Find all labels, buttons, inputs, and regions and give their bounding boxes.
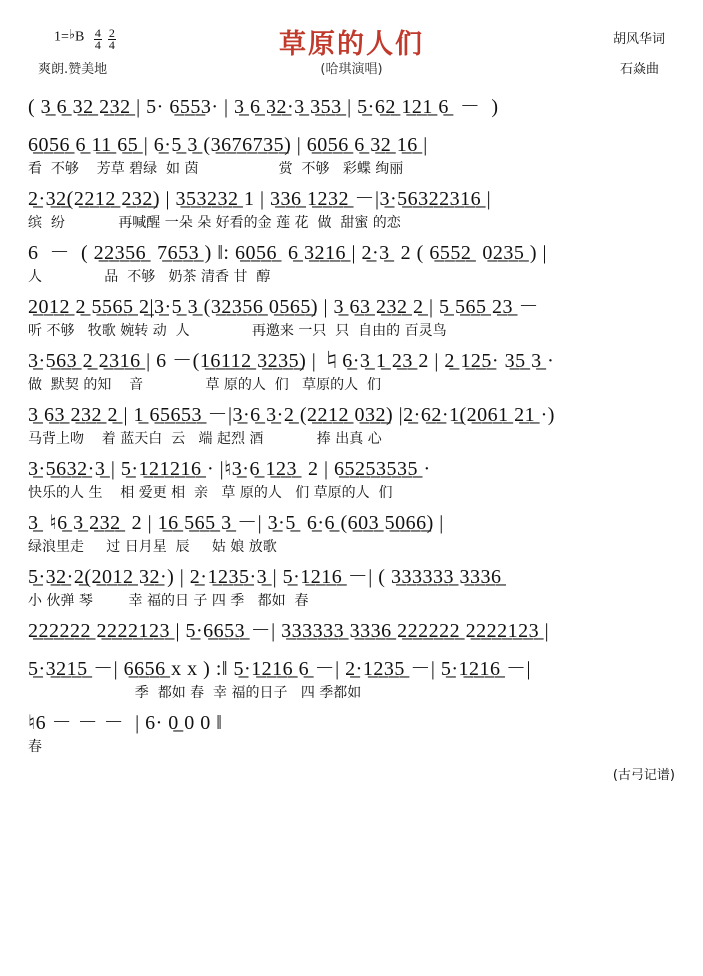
notation-line: 3̲ ♮6̲ 3̲ 2̲3̲2̲ 2 | 1̲6̲ 5̲6̲5̲ 3̲ －| 3̲·5̲ 6̲·6̲ (6̲0̲3̲ 5̲0̲6̲6̲) | — [28, 512, 444, 534]
notation-line: 2̲·3̲2̲(2̲2̲1̲2̲ 2̲3̲2̲) | 3̲5̲3̲2̲3̲2̲ 1 | 3̲3̲6̲ 1̲2̲3̲2̲ －|3̲·5̲6̲3̲2̲2̲3̲1̲6̲ | — [28, 188, 492, 210]
staff-system — [28, 400, 675, 450]
notation-line: ( 3̲ 6̲ 3̲2̲ 2̲3̲2̲ | 5· 6̲5̲5̲3· | 3̲ 6̲ 3̲2̲·3̲ 3̲5̲3̲ | 5̲·6̲2̲ 1̲2̲1̲ 6̲ － ) — [28, 96, 499, 118]
key-name: B — [75, 29, 85, 45]
staff-system — [28, 616, 675, 650]
notation-line: 3̲·5̲6̲3̲2̲·3̲ | 5̲·1̲2̲1̲2̲1̲6̲ · |♮3̲·6̲ 1̲2̲3̲ 2 | 6̲5̲2̲5̲3̲5̲3̲5̲ · — [28, 458, 431, 480]
page-title: 草原的人们 — [279, 29, 424, 60]
lyric-line: 听 不够 牧歌 婉转 动 人 再邀来 一只 只 自由的 百灵鸟 — [28, 323, 447, 339]
staff-system — [28, 454, 675, 504]
music-body — [0, 92, 703, 758]
notation-line: ♮6 － － － | 6· 0̲ 0 0 ‖ — [28, 712, 223, 734]
key-label: 1= — [54, 29, 69, 45]
lyric-line: 快乐的人 生 相 爱更 相 亲 草 原的人 们 草原的人 们 — [28, 485, 393, 501]
meter-2-4: $\frac{2}{4}$ — [108, 26, 115, 52]
staff-system — [28, 292, 675, 342]
lyric-line: 缤 纷 再喊醒 一朵 朵 好看的金 莲 花 做 甜蜜 的恋 — [28, 215, 401, 231]
staff-system — [28, 346, 675, 396]
lyric-line: 绿浪里走 过 日月星 辰 姑 娘 放歌 — [28, 539, 277, 555]
lyricist-credit: 胡风华词 — [612, 32, 665, 47]
staff-system — [28, 184, 675, 234]
lyric-line: 小 伙弹 琴 幸 福的日 子 四 季 都如 春 — [28, 593, 309, 609]
score-header — [0, 0, 703, 92]
notation-line: 2̲2̲2̲2̲2̲2̲ 2̲2̲2̲2̲1̲2̲3̲ | 5̲·6̲6̲5̲3̲ －| 3̲3̲3̲3̲3̲3̲ 3̲3̲3̲6̲ 2̲2̲2̲2̲2̲2̲ 2̲2̲2̲2̲1̲2̲3̲ | — [28, 620, 550, 642]
lyric-line: 做 默契 的知 音 草 原的人 们 草原的人 们 — [28, 377, 382, 393]
staff-system — [28, 130, 675, 180]
lyric-line: 人 品 不够 奶茶 清香 甘 醇 — [28, 269, 271, 285]
staff-system — [28, 708, 675, 758]
tempo-mood-marking: 爽朗.赞美地 — [38, 62, 108, 77]
transcriber-credit: (古弓记谱) — [612, 768, 675, 783]
key-accidental: ♭ — [68, 26, 76, 42]
notation-line: 2̲0̲1̲2̲ 2̲ 5̲5̲6̲5̲ 2̲|3̲·5̲ 3̲ (3̲2̲3̲5̲6̲ 0̲5̲6̲5̲) | 3̲ 6̲3̲ 2̲3̲2̲ 2̲ | 5̲ 5̲6̲5̲ 2̲3̲ － — [28, 296, 539, 318]
composer-credit: 石焱曲 — [619, 62, 659, 77]
lyric-line: 马背上吻 着 蓝天白 云 端 起烈 酒 捧 出真 心 — [28, 431, 382, 447]
staff-system — [28, 238, 675, 288]
notation-line: 6̲0̲5̲6̲ 6̲ 1̲1̲ 6̲5̲ | 6̲·5̲ 3̲ (3̲6̲7̲6̲7̲3̲5̲) | 6̲0̲5̲6̲ 6̲ 3̲2̲ 1̲6̲ | — [28, 134, 428, 156]
lyric-line: 季 都如 春 幸 福的日子 四 季都如 — [28, 685, 362, 701]
lyric-line: 看 不够 芳草 碧绿 如 茵 赏 不够 彩蝶 绚丽 — [28, 161, 404, 177]
notation-line: 6 － ( 2̲2̲3̲5̲6̲ 7̲6̲5̲3̲ ) ‖: 6̲0̲5̲6̲ 6̲ 3̲2̲1̲6̲ | 2̲·3̲ 2 ( 6̲5̲5̲2̲ 0̲2̲3̲5̲ ) | — [28, 242, 547, 264]
notation-line: 3̲·5̲6̲3̲ 2̲ 2̲3̲1̲6̲ | 6 －(1̲6̲1̲1̲2̲ 3̲2̲3̲5̲) | ♮6̲·3̲ 1̲ 2̲3̲ 2 | 2̲ 1̲2̲5̲· 3̲5̲ 3̲ · — [28, 350, 555, 372]
staff-system — [28, 654, 675, 704]
staff-system — [28, 562, 675, 612]
performer-credit: (哈琪演唱) — [320, 62, 383, 77]
notation-line: 3̲ 6̲3̲ 2̲3̲2̲ 2̲ | 1̲ 6̲5̲6̲5̲3̲ －|3̲·6̲ 3̲·2̲ (2̲2̲1̲2̲ 0̲3̲2̲) |2̲·6̲2̲·1̲(2̲0̲6̲1̲ 2̲1̲ ·) — [28, 404, 555, 426]
notation-line: 5̲·3̲2̲1̲5̲ －| 6̲6̲5̲6̲ x x ) :‖ 5̲·1̲2̲1̲6̲ 6̲ －| 2̲·1̲2̲3̲5̲ －| 5̲·1̲2̲1̲6̲ －| — [28, 658, 531, 680]
lyric-line: 春 — [28, 739, 42, 755]
staff-system — [28, 92, 675, 126]
meter-4-4: $\frac{4}{4}$ — [94, 26, 101, 52]
notation-line: 5̲·3̲2̲·2̲(2̲0̲1̲2̲ 3̲2̲·) | 2̲·1̲2̲3̲5̲·3̲ | 5̲·1̲2̲1̲6̲ －| ( 3̲3̲3̲3̲3̲3̲ 3̲3̲3̲6̲ — [28, 566, 502, 588]
staff-system — [28, 508, 675, 558]
